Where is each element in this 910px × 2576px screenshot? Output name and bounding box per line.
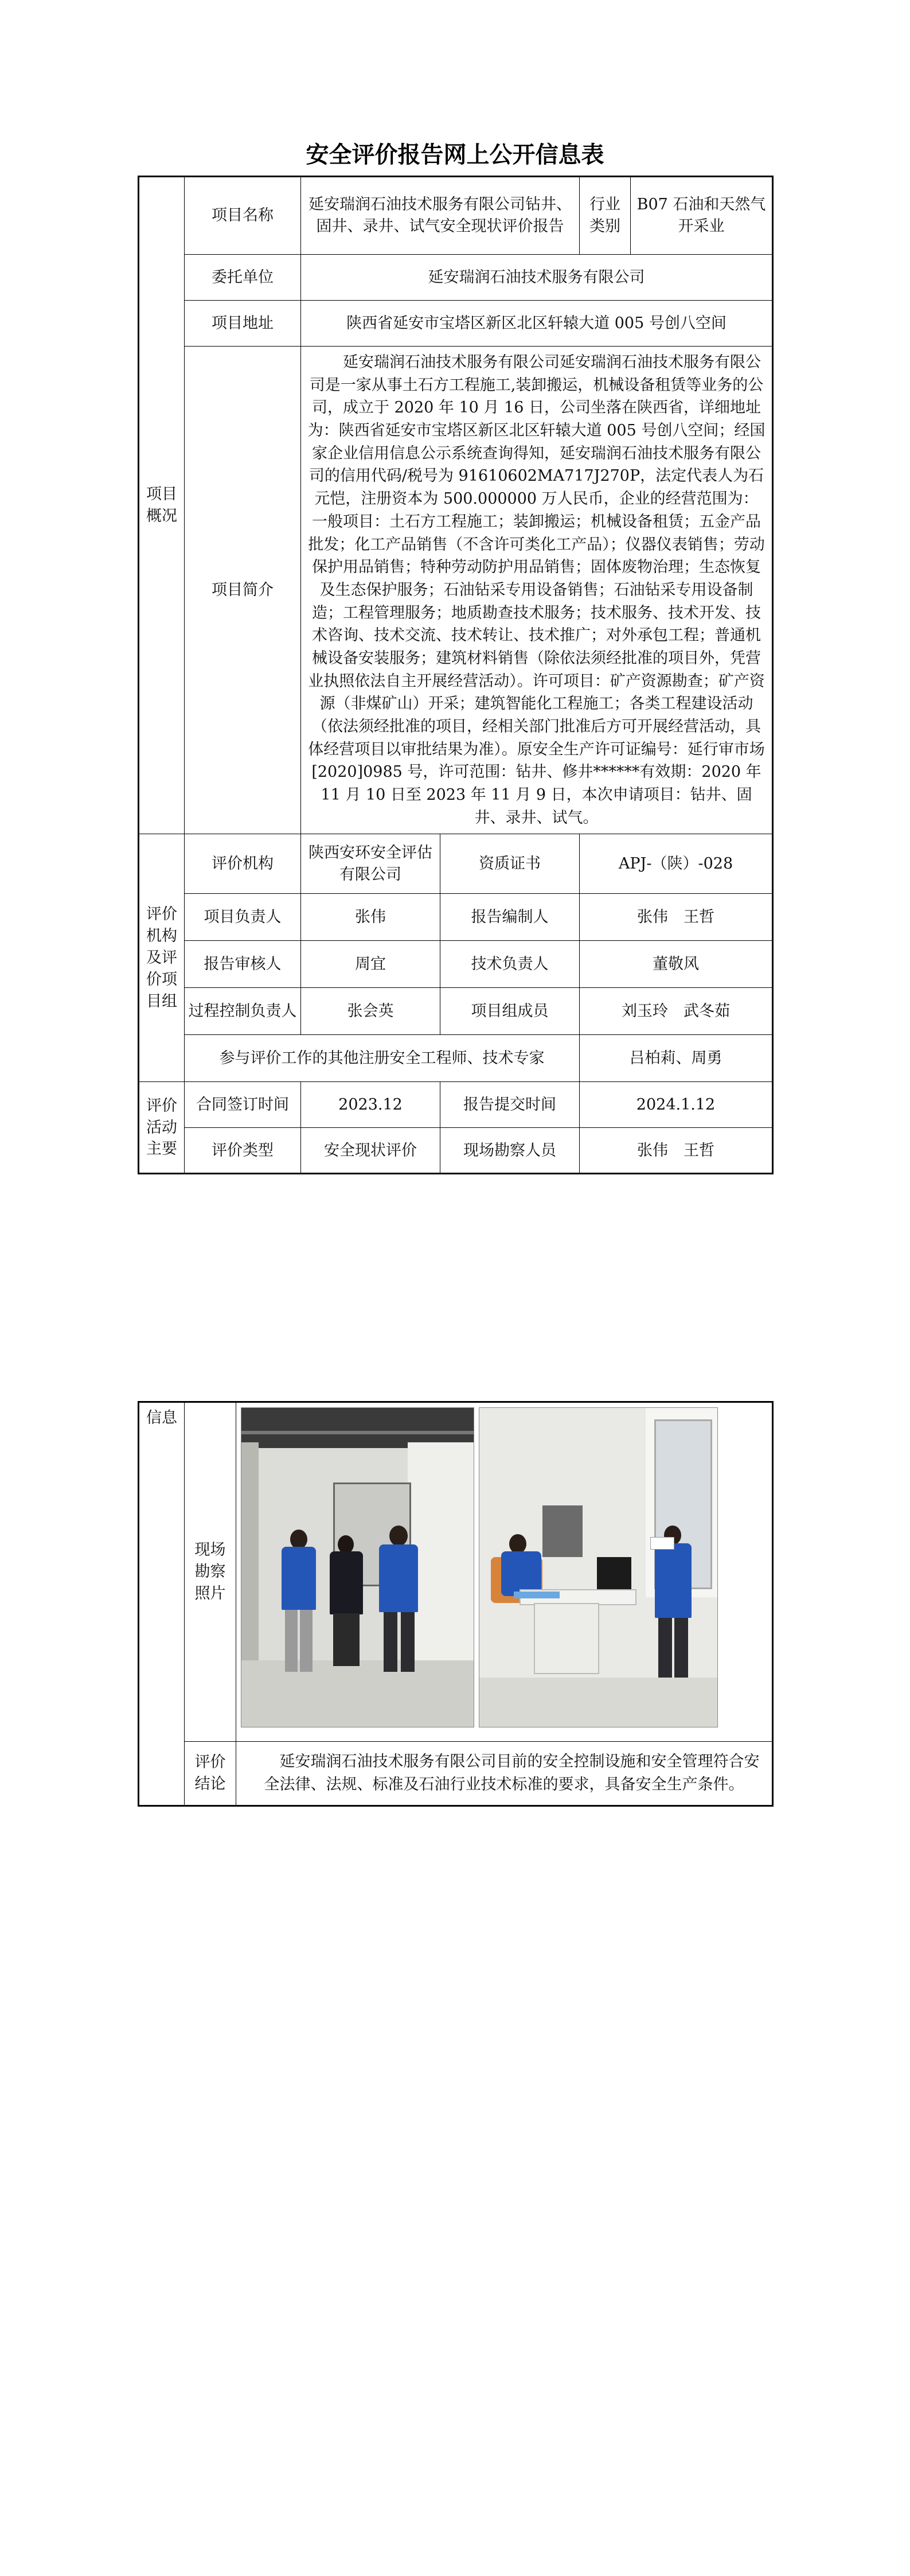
address-label: 项目地址: [185, 301, 301, 347]
members-label: 项目组成员: [440, 988, 580, 1035]
photos-cell: [236, 1402, 773, 1742]
intro-label: 项目简介: [185, 347, 301, 834]
tech-label: 技术负责人: [440, 941, 580, 988]
photos-label: 现场 勘察 照片: [185, 1402, 236, 1742]
reviewer-label: 报告审核人: [185, 941, 301, 988]
info-table-continued: [138, 1401, 774, 1807]
agency-value: 陕西安环安全评估有限公司: [301, 834, 440, 894]
submit-value: 2024.1.12: [580, 1082, 773, 1128]
leader-value: 张伟: [301, 894, 440, 941]
survey-value: 张伟 王哲: [580, 1128, 773, 1174]
section-label-info: 信息: [139, 1402, 185, 1806]
experts-label: 参与评价工作的其他注册安全工程师、技术专家: [185, 1035, 580, 1082]
project-name-value: 延安瑞润石油技术服务有限公司钻井、固井、录井、试气安全现状评价报告: [301, 177, 580, 255]
reviewer-value: 周宜: [301, 941, 440, 988]
client-value: 延安瑞润石油技术服务有限公司: [301, 255, 773, 301]
conclusion-text: 延安瑞润石油技术服务有限公司目前的安全控制设施和安全管理符合安全法律、法规、标准及石油行业技术标准的要求，具备安全生产条件。: [236, 1742, 773, 1806]
writer-value: 张伟 王哲: [580, 894, 773, 941]
submit-label: 报告提交时间: [440, 1082, 580, 1128]
type-label: 评价类型: [185, 1128, 301, 1174]
leader-label: 项目负责人: [185, 894, 301, 941]
industry-label: 行业 类别: [580, 177, 631, 255]
process-value: 张会英: [301, 988, 440, 1035]
cert-label: 资质证书: [440, 834, 580, 894]
intro-text: 延安瑞润石油技术服务有限公司延安瑞润石油技术服务有限公司是一家从事土石方工程施工,装卸搬运，机械设备租赁等业务的公司，成立于 2020 年 10 月 16 日，公司坐落在陕西省，详细地址为：陕西省延安市宝塔区新区北区轩辕大道 005 号创八空间；经国家企业信用信息公示系统查询得知，延安瑞润石油技术服务有限公司的信用代码/税号为 91610602MA717J270P，法定代表人为石元恺，注册资本为 500.000000 万人民币，企业的经营范围为：一般项目：土石方工程施工；装卸搬运；机械设备租赁；五金产品批发；化工产品销售（不含许可类化工产品）；仪器仪表销售；劳动保护用品销售；特种劳动防护用品销售；固体废物治理；生态恢复及生态保护服务；石油钻采专用设备销售；石油钻采专用设备制造；工程管理服务；地质勘查技术服务；技术服务、技术开发、技术咨询、技术交流、技术转让、技术推广；对外承包工程；普通机械设备安装服务；建筑材料销售（除依法须经批准的项目外，凭营业执照依法自主开展经营活动）。许可项目：矿产资源勘查；矿产资源（非煤矿山）开采；建筑智能化工程施工；各类工程建设活动（依法须经批准的项目，经相关部门批准后方可开展经营活动，具体经营项目以审批结果为准）。原安全生产许可证编号：延行审市场[2020]0985 号，许可范围：钻井、修井******有效期：2020 年 11 月 10 日至 2023 年 11 月 9 日，本次申请项目：钻井、固井、录井、试气。: [301, 347, 773, 834]
process-label: 过程控制负责人: [185, 988, 301, 1035]
info-table-main: [138, 176, 774, 1174]
cert-value: APJ-（陕）-028: [580, 834, 773, 894]
industry-value: B07 石油和天然气开采业: [631, 177, 773, 255]
agency-label: 评价机构: [185, 834, 301, 894]
contract-value: 2023.12: [301, 1082, 440, 1128]
section-label-project-overview: 项目 概况: [139, 177, 185, 834]
section-label-eval-org: 评价 机构 及评 价项 目组: [139, 834, 185, 1082]
client-label: 委托单位: [185, 255, 301, 301]
address-value: 陕西省延安市宝塔区新区北区轩辕大道 005 号创八空间: [301, 301, 773, 347]
writer-label: 报告编制人: [440, 894, 580, 941]
conclusion-label: 评价 结论: [185, 1742, 236, 1806]
experts-value: 吕柏莉、周勇: [580, 1035, 773, 1082]
survey-label: 现场勘察人员: [440, 1128, 580, 1174]
section-label-eval-activity: 评价 活动 主要: [139, 1082, 185, 1174]
tech-value: 董敬风: [580, 941, 773, 988]
type-value: 安全现状评价: [301, 1128, 440, 1174]
contract-label: 合同签订时间: [185, 1082, 301, 1128]
site-photo-group: [241, 1407, 474, 1727]
members-value: 刘玉玲 武冬茹: [580, 988, 773, 1035]
site-photo-office: [479, 1407, 718, 1727]
page-title: 安全评价报告网上公开信息表: [306, 142, 604, 168]
project-name-label: 项目名称: [185, 177, 301, 255]
